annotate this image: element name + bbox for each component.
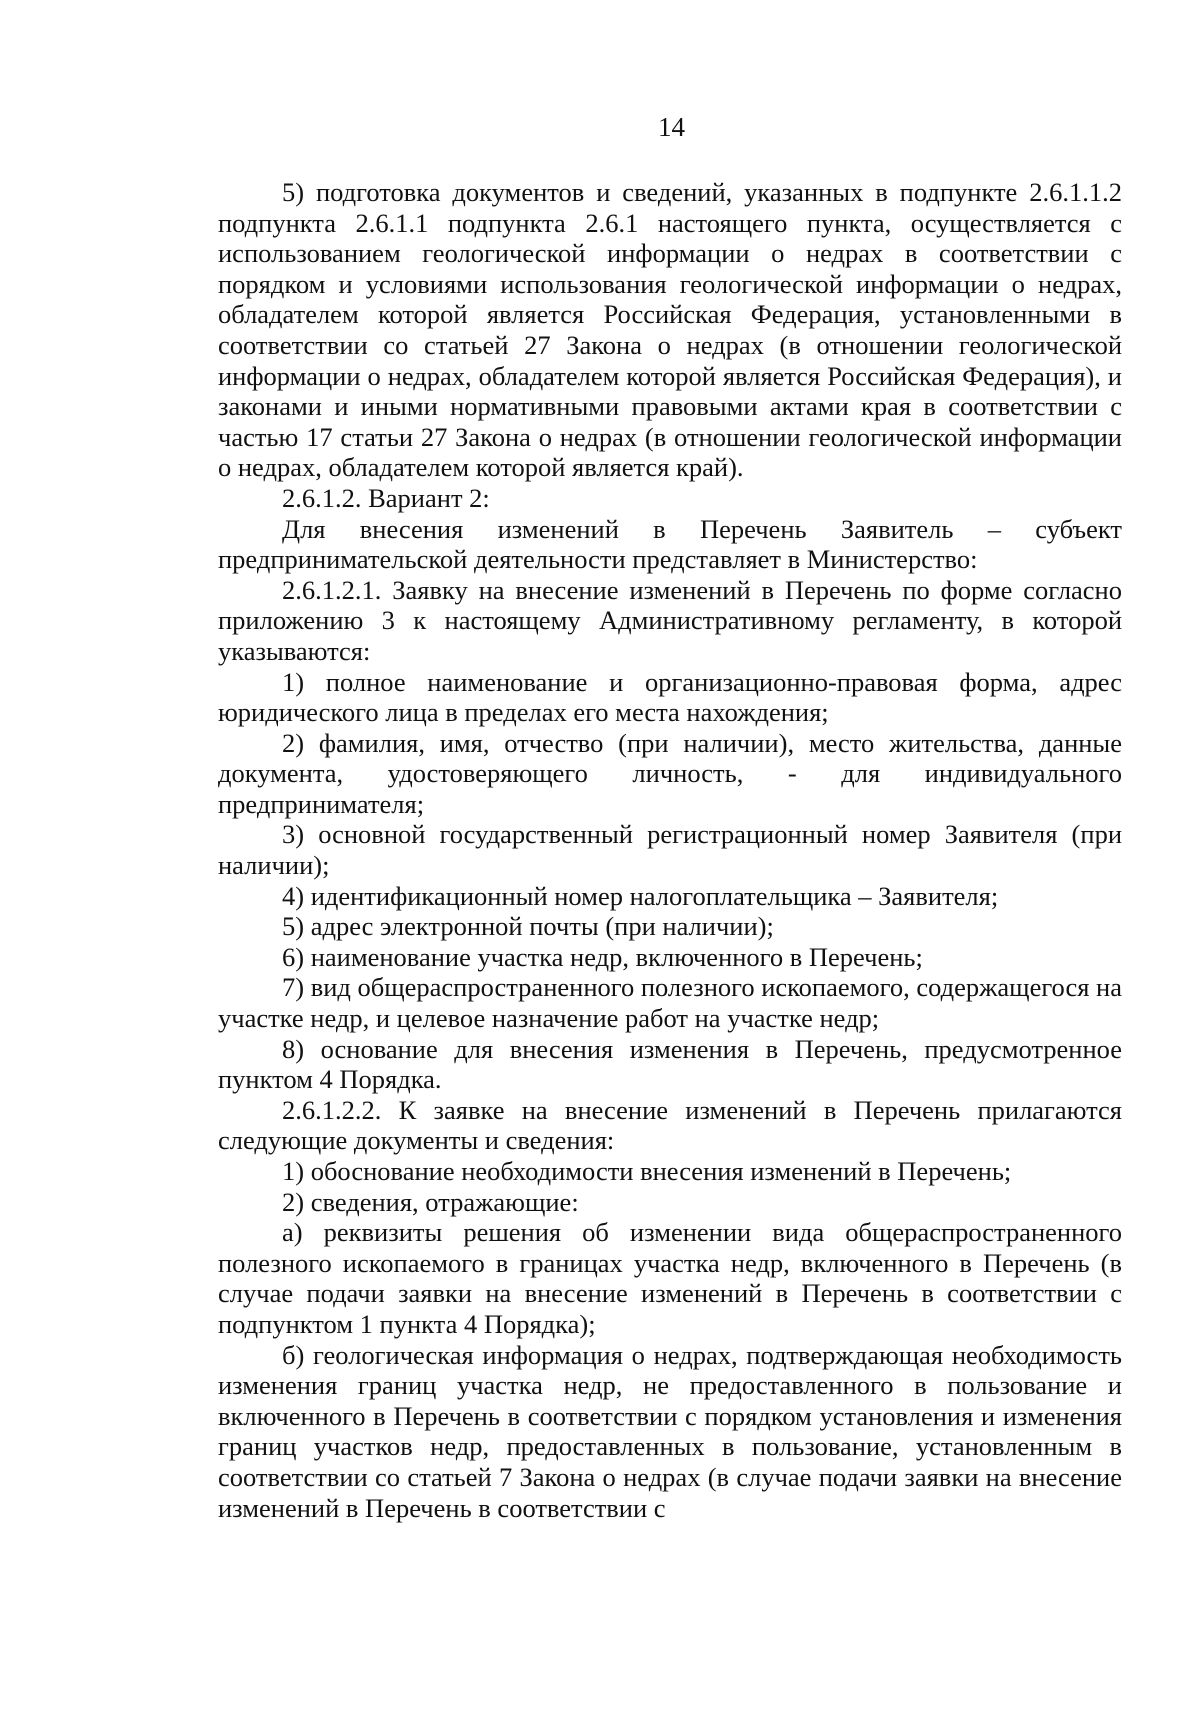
paragraph: 2.6.1.2. Вариант 2: <box>282 482 490 513</box>
paragraph: 2) фамилия, имя, отчество (при наличии), место жительства, данные документа, удостоверяющего личность, - для индивидуального предпринимателя; <box>218 727 1122 819</box>
paragraph: 3) основной государственный регистрационный номер Заявителя (при наличии); <box>218 819 1122 881</box>
paragraph: 1) полное наименование и организационно-правовая форма, адрес юридического лица в пределах его места нахождения; <box>218 666 1122 728</box>
paragraph: а) реквизиты решения об изменении вида общераспространенного полезного ископаемого в границах участка недр, включенного в Перечень (в случае подачи заявки на внесение изменений в Перечень в соответствии с подпунктом 1 пункта 4 Порядка); <box>218 1217 1122 1339</box>
paragraph: 2) сведения, отражающие: <box>282 1186 579 1217</box>
paragraph: 6) наименование участка недр, включенного в Перечень; <box>282 941 923 972</box>
paragraph: б) геологическая информация о недрах, подтверждающая необходимость изменения границ участка недр, не предоставленного в пользование и включенного в Перечень в соответствии с порядком установления и изменения границ участков недр, предоставленных в пользование, установленным в соответствии со статьей 7 Закона о недрах (в случае подачи заявки на внесение изменений в Перечень в соответствии с <box>218 1339 1122 1523</box>
paragraph: Для внесения изменений в Перечень Заявитель – субъект предпринимательской деятельности представляет в Министерство: <box>218 513 1122 575</box>
paragraph: 8) основание для внесения изменения в Перечень, предусмотренное пунктом 4 Порядка. <box>218 1033 1122 1095</box>
document-body <box>218 177 1122 1523</box>
paragraph: 2.6.1.2.1. Заявку на внесение изменений в Перечень по форме согласно приложению 3 к настоящему Административному регламенту, в которой указываются: <box>218 574 1122 666</box>
paragraph: 2.6.1.2.2. К заявке на внесение изменений в Перечень прилагаются следующие документы и сведения: <box>218 1094 1122 1156</box>
paragraph: 5) адрес электронной почты (при наличии); <box>282 911 774 942</box>
paragraph: 1) обоснование необходимости внесения изменений в Перечень; <box>282 1156 1012 1186</box>
paragraph: 7) вид общераспространенного полезного ископаемого, содержащегося на участке недр, и целевое назначение работ на участке недр; <box>218 972 1122 1034</box>
page-number: 14 <box>658 112 685 142</box>
paragraph: 5) подготовка документов и сведений, указанных в подпункте 2.6.1.1.2 подпункта 2.6.1.1 подпункта 2.6.1 настоящего пункта, осуществляется с использованием геологической информации о недрах в соответствии с порядком и условиями использования геологической информации о недрах, обладателем которой является Российская Федерация, установленными в соответствии со статьей 27 Закона о недрах (в отношении геологической информации о недрах, обладателем которой является Российская Федерация), и законами и иными нормативными правовыми актами края в соответствии с частью 17 статьи 27 Закона о недрах (в отношении геологической информации о недрах, обладателем которой является край). <box>218 177 1122 483</box>
paragraph: 4) идентификационный номер налогоплательщика – Заявителя; <box>282 880 999 911</box>
